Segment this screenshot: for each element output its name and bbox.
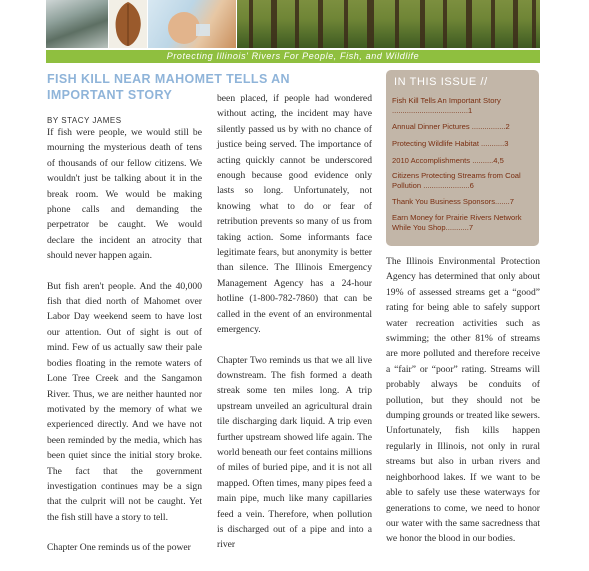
toc-item[interactable]: Thank You Business Sponsors.......7	[392, 197, 514, 206]
article-byline: BY STACY JAMES	[47, 116, 122, 125]
child-drinking-image	[148, 0, 236, 48]
paragraph: been placed, if people had wondered without acting, the incident may have silently passed us by with no chance of justice being served. The importance of acting quickly cannot be underscored enough because good evidence only lasts so long. Unfortunately, not knowing what to do or fear of retribution prevents so many of us from taking action. Some informants face legitimate fears, but anonymity is better than silence. The Illinois Emergency Management Agency has a 24-hour hotline (1-800-782-7860) that can be called in the event of an environmental emergency.	[217, 93, 372, 336]
toc-item[interactable]: Citizens Protecting Streams from Coal Pollution ......................6	[392, 171, 521, 190]
article-column-1	[47, 125, 202, 571]
paragraph: But fish aren't people. And the 40,000 fish that died north of Mahomet over Labor Day weekend seem to have lost our attention. Out of sight is out of mind. Few of us actually saw their pale bodies floating in the remote waters of Lone Tree Creek and the Sangamon River. Thus, we are neither haunted nor motivated by the memory of what we experienced directly. And we have not been reminded by the media, which has been quiet since the initial story broke. The fact that the government investigation continues may be a sign that the culprit will not be caught. Yet the fish still have a story to tell.	[47, 280, 202, 523]
paragraph: Chapter One reminds us of the power	[47, 542, 191, 554]
paragraph: Chapter Two reminds us that we all live downstream. The fish formed a death streak some ten miles long. A trip upstream unveiled an agricultural drain tile discharging dark liquid. A trip even further upstream showed life again. The world beneath our feet contains millions of miles of buried pipe, and it is not all mapped. Often times, many pipes feed a main pipe, much like many capillaries feed a vein. Therefore, when pollution is discharged out of a pipe and into a river	[217, 354, 372, 551]
header-photo-child	[148, 0, 236, 48]
toc-title: IN THIS ISSUE //	[394, 76, 488, 88]
in-this-issue-box	[386, 70, 539, 246]
toc-item[interactable]: Protecting Wildlife Habitat ...........3	[392, 139, 509, 148]
paragraph: If fish were people, we would still be mourning the mysterious death of tens of thousands of our fellow citizens. We wouldn't just be talking about it in the break room. We would be making phone calls and demanding the perpetrator be caught. We would declare the incident an atrocity that should never happen again.	[47, 127, 202, 262]
header-photo-leaf	[109, 0, 147, 48]
toc-item[interactable]: Annual Dinner Pictures ................2	[392, 122, 510, 131]
toc-item[interactable]: 2010 Accomplishments ..........4,5	[392, 156, 504, 165]
article-column-2	[217, 91, 372, 568]
toc-item[interactable]: Fish Kill Tells An Important Story ....................................1	[392, 96, 501, 115]
paragraph: The Illinois Environmental Protection Agency has determined that only about 19% of assessed streams get a “good” rating for being able to safely support water recreation activities such as swimming; the other 81% of streams are more polluted and therefore receive a “fair” or “poor” rating. Streams will probably always be conduits of pollution, but they should not be dumping grounds or treated like sewers. Unfortunately, fish kills happen regularly in Illinois, not only in rural streams but also in urban rivers and neighborhood lakes. If we want to be able to safely use these waterways for generations to come, we need to honor our water with the same sacredness that we honor the blood in our bodies.	[386, 256, 540, 545]
article-headline: FISH KILL NEAR MAHOMET TELLS AN IMPORTANT STORY	[47, 72, 290, 102]
toc-item[interactable]: Earn Money for Prairie Rivers Network While You Shop...........7	[392, 213, 522, 232]
tagline-banner: Protecting Illinois' Rivers For People, Fish, and Wildlife	[46, 50, 540, 63]
header-photo-forest	[237, 0, 540, 48]
header-photo-river	[46, 0, 108, 48]
leaf-image	[109, 0, 147, 48]
article-column-3	[386, 254, 540, 562]
